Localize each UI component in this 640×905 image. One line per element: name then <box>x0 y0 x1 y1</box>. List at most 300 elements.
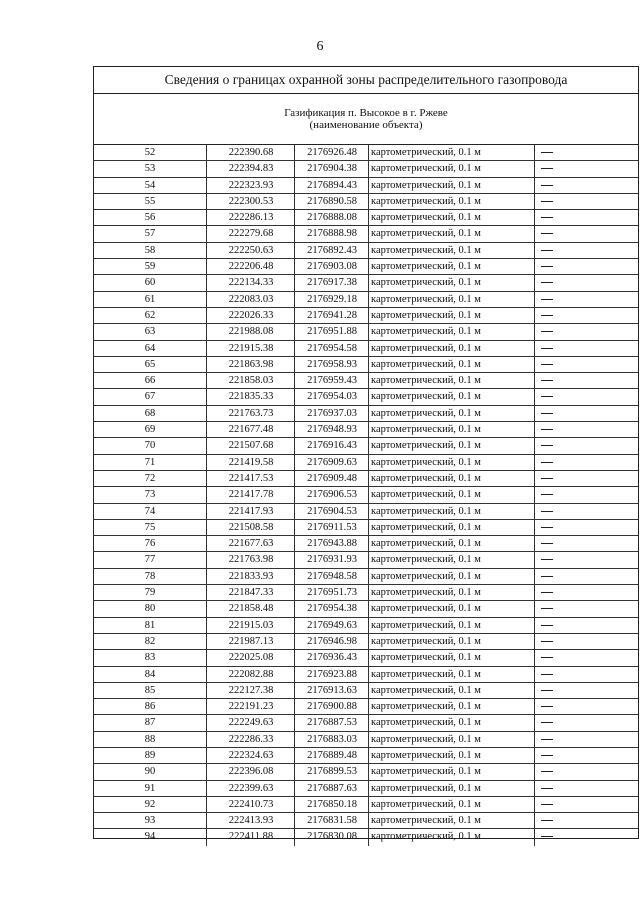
y-coordinate-cell: 2176909.48 <box>294 471 369 486</box>
dash-mark <box>541 543 553 544</box>
y-coordinate-cell: 2176889.48 <box>294 748 369 763</box>
point-number-cell: 75 <box>144 521 156 533</box>
method-cell: картометрический, 0.1 м <box>368 275 534 290</box>
y-coordinate-cell: 2176954.58 <box>294 341 369 356</box>
method-cell: картометрический, 0.1 м <box>368 210 534 225</box>
note-cell <box>534 406 639 421</box>
x-coordinate-cell: 222323.93 <box>206 178 295 193</box>
table-row <box>94 748 638 764</box>
table-row <box>94 618 638 634</box>
x-coordinate-cell: 222410.73 <box>206 797 295 812</box>
x-coordinate-cell: 222026.33 <box>206 308 295 323</box>
note-cell <box>534 748 639 763</box>
note-cell <box>534 715 639 730</box>
dash-mark <box>541 511 553 512</box>
y-coordinate-cell: 2176959.43 <box>294 373 369 388</box>
note-cell <box>534 569 639 584</box>
note-cell <box>534 683 639 698</box>
y-coordinate-cell: 2176830.08 <box>294 829 369 845</box>
dash-mark <box>541 739 553 740</box>
table-row <box>94 634 638 650</box>
dash-mark <box>541 299 553 300</box>
dash-mark <box>541 462 553 463</box>
y-coordinate-cell: 2176904.38 <box>294 161 369 176</box>
point-number-cell: 82 <box>144 635 156 647</box>
note-cell <box>534 438 639 453</box>
table-row <box>94 324 638 340</box>
table-row <box>94 341 638 357</box>
table-row <box>94 226 638 242</box>
y-coordinate-cell: 2176943.88 <box>294 536 369 551</box>
table-row <box>94 585 638 601</box>
point-number-cell: 63 <box>144 326 156 338</box>
x-coordinate-cell: 222286.13 <box>206 210 295 225</box>
table-row <box>94 715 638 731</box>
table-row <box>94 389 638 405</box>
y-coordinate-cell: 2176923.88 <box>294 667 369 682</box>
y-coordinate-cell: 2176887.63 <box>294 781 369 796</box>
x-coordinate-cell: 222127.38 <box>206 683 295 698</box>
dash-mark <box>541 755 553 756</box>
note-cell <box>534 797 639 812</box>
x-coordinate-cell: 222191.23 <box>206 699 295 714</box>
table-row <box>94 520 638 536</box>
dash-mark <box>541 185 553 186</box>
point-number-cell: 73 <box>144 489 156 501</box>
note-cell <box>534 210 639 225</box>
table-row <box>94 357 638 373</box>
note-cell <box>534 504 639 519</box>
point-number-cell: 92 <box>144 798 156 810</box>
dash-mark <box>541 592 553 593</box>
y-coordinate-cell: 2176888.98 <box>294 226 369 241</box>
dash-mark <box>541 168 553 169</box>
method-cell: картометрический, 0.1 м <box>368 308 534 323</box>
object-name: Газификация п. Высокое в г. Ржеве <box>284 107 448 119</box>
point-number-cell: 55 <box>144 195 156 207</box>
table-row <box>94 813 638 829</box>
note-cell <box>534 389 639 404</box>
x-coordinate-cell: 222413.93 <box>206 813 295 828</box>
note-cell <box>534 585 639 600</box>
document-table <box>93 66 639 843</box>
note-cell <box>534 292 639 307</box>
point-number-cell: 57 <box>144 228 156 240</box>
note-cell <box>534 699 639 714</box>
note-cell <box>534 422 639 437</box>
method-cell: картометрический, 0.1 м <box>368 243 534 258</box>
method-cell: картометрический, 0.1 м <box>368 764 534 779</box>
y-coordinate-cell: 2176900.88 <box>294 699 369 714</box>
y-coordinate-cell: 2176937.03 <box>294 406 369 421</box>
x-coordinate-cell: 221987.13 <box>206 634 295 649</box>
x-coordinate-cell: 221863.98 <box>206 357 295 372</box>
note-cell <box>534 275 639 290</box>
point-number-cell: 54 <box>144 179 156 191</box>
dash-mark <box>541 429 553 430</box>
dash-mark <box>541 201 553 202</box>
y-coordinate-cell: 2176954.03 <box>294 389 369 404</box>
y-coordinate-cell: 2176909.63 <box>294 455 369 470</box>
y-coordinate-cell: 2176941.28 <box>294 308 369 323</box>
x-coordinate-cell: 222324.63 <box>206 748 295 763</box>
x-coordinate-cell: 221417.78 <box>206 487 295 502</box>
y-coordinate-cell: 2176951.73 <box>294 585 369 600</box>
x-coordinate-cell: 222250.63 <box>206 243 295 258</box>
y-coordinate-cell: 2176883.03 <box>294 732 369 747</box>
method-cell: картометрический, 0.1 м <box>368 487 534 502</box>
table-row <box>94 243 638 259</box>
table-row <box>94 292 638 308</box>
dash-mark <box>541 576 553 577</box>
page-number: 6 <box>316 39 324 54</box>
note-cell <box>534 667 639 682</box>
point-number-cell: 69 <box>144 424 156 436</box>
point-number-cell: 85 <box>144 684 156 696</box>
y-coordinate-cell: 2176931.93 <box>294 552 369 567</box>
y-coordinate-cell: 2176911.53 <box>294 520 369 535</box>
y-coordinate-cell: 2176946.98 <box>294 634 369 649</box>
y-coordinate-cell: 2176831.58 <box>294 813 369 828</box>
y-coordinate-cell: 2176894.43 <box>294 178 369 193</box>
x-coordinate-cell: 221833.93 <box>206 569 295 584</box>
table-title: Сведения о границах охранной зоны распределительного газопровода <box>94 67 638 94</box>
table-row <box>94 145 638 161</box>
method-cell: картометрический, 0.1 м <box>368 471 534 486</box>
x-coordinate-cell: 222286.33 <box>206 732 295 747</box>
table-row <box>94 829 638 845</box>
point-number-cell: 79 <box>144 587 156 599</box>
dash-mark <box>541 152 553 153</box>
x-coordinate-cell: 221858.03 <box>206 373 295 388</box>
table-row <box>94 308 638 324</box>
point-number-cell: 94 <box>144 831 156 843</box>
table-row <box>94 536 638 552</box>
note-cell <box>534 781 639 796</box>
table-row <box>94 259 638 275</box>
point-number-cell: 59 <box>144 261 156 273</box>
y-coordinate-cell: 2176903.08 <box>294 259 369 274</box>
x-coordinate-cell: 222390.68 <box>206 145 295 160</box>
dash-mark <box>541 527 553 528</box>
y-coordinate-cell: 2176888.08 <box>294 210 369 225</box>
table-row <box>94 650 638 666</box>
note-cell <box>534 455 639 470</box>
point-number-cell: 71 <box>144 456 156 468</box>
y-coordinate-cell: 2176936.43 <box>294 650 369 665</box>
x-coordinate-cell: 221858.48 <box>206 601 295 616</box>
method-cell: картометрический, 0.1 м <box>368 178 534 193</box>
dash-mark <box>541 478 553 479</box>
x-coordinate-cell: 222249.63 <box>206 715 295 730</box>
point-number-cell: 68 <box>144 407 156 419</box>
method-cell: картометрический, 0.1 м <box>368 161 534 176</box>
x-coordinate-cell: 222300.53 <box>206 194 295 209</box>
table-row <box>94 455 638 471</box>
dash-mark <box>541 413 553 414</box>
table-row <box>94 373 638 389</box>
dash-mark <box>541 217 553 218</box>
table-row <box>94 781 638 797</box>
x-coordinate-cell: 221915.38 <box>206 341 295 356</box>
note-cell <box>534 487 639 502</box>
point-number-cell: 60 <box>144 277 156 289</box>
note-cell <box>534 357 639 372</box>
y-coordinate-cell: 2176892.43 <box>294 243 369 258</box>
point-number-cell: 77 <box>144 554 156 566</box>
dash-mark <box>541 657 553 658</box>
dash-mark <box>541 690 553 691</box>
dash-mark <box>541 836 553 837</box>
y-coordinate-cell: 2176890.58 <box>294 194 369 209</box>
note-cell <box>534 732 639 747</box>
y-coordinate-cell: 2176850.18 <box>294 797 369 812</box>
dash-mark <box>541 706 553 707</box>
dash-mark <box>541 348 553 349</box>
y-coordinate-cell: 2176949.63 <box>294 618 369 633</box>
note-cell <box>534 634 639 649</box>
method-cell: картометрический, 0.1 м <box>368 585 534 600</box>
note-cell <box>534 618 639 633</box>
method-cell: картометрический, 0.1 м <box>368 259 534 274</box>
method-cell: картометрический, 0.1 м <box>368 324 534 339</box>
note-cell <box>534 601 639 616</box>
x-coordinate-cell: 222082.88 <box>206 667 295 682</box>
dash-mark <box>541 445 553 446</box>
x-coordinate-cell: 221763.98 <box>206 552 295 567</box>
table-row <box>94 732 638 748</box>
method-cell: картометрический, 0.1 м <box>368 226 534 241</box>
point-number-cell: 62 <box>144 309 156 321</box>
x-coordinate-cell: 221417.53 <box>206 471 295 486</box>
note-cell <box>534 650 639 665</box>
note-cell <box>534 341 639 356</box>
dash-mark <box>541 559 553 560</box>
x-coordinate-cell: 221763.73 <box>206 406 295 421</box>
x-coordinate-cell: 222411.88 <box>206 829 295 845</box>
point-number-cell: 81 <box>144 619 156 631</box>
method-cell: картометрический, 0.1 м <box>368 406 534 421</box>
method-cell: картометрический, 0.1 м <box>368 797 534 812</box>
dash-mark <box>541 494 553 495</box>
point-number-cell: 87 <box>144 717 156 729</box>
note-cell <box>534 373 639 388</box>
x-coordinate-cell: 221915.03 <box>206 618 295 633</box>
table-row <box>94 161 638 177</box>
note-cell <box>534 194 639 209</box>
dash-mark <box>541 380 553 381</box>
table-row <box>94 406 638 422</box>
method-cell: картометрический, 0.1 м <box>368 194 534 209</box>
method-cell: картометрический, 0.1 м <box>368 520 534 535</box>
method-cell: картометрический, 0.1 м <box>368 813 534 828</box>
x-coordinate-cell: 221508.58 <box>206 520 295 535</box>
point-number-cell: 89 <box>144 749 156 761</box>
point-number-cell: 53 <box>144 163 156 175</box>
method-cell: картометрический, 0.1 м <box>368 601 534 616</box>
point-number-cell: 64 <box>144 342 156 354</box>
x-coordinate-cell: 221507.68 <box>206 438 295 453</box>
note-cell <box>534 324 639 339</box>
table-row <box>94 667 638 683</box>
method-cell: картометрический, 0.1 м <box>368 667 534 682</box>
point-number-cell: 66 <box>144 375 156 387</box>
point-number-cell: 72 <box>144 472 156 484</box>
dash-mark <box>541 266 553 267</box>
x-coordinate-cell: 222279.68 <box>206 226 295 241</box>
point-number-cell: 78 <box>144 570 156 582</box>
note-cell <box>534 813 639 828</box>
table-row <box>94 275 638 291</box>
method-cell: картометрический, 0.1 м <box>368 422 534 437</box>
x-coordinate-cell: 222399.63 <box>206 781 295 796</box>
dash-mark <box>541 282 553 283</box>
dash-mark <box>541 722 553 723</box>
note-cell <box>534 552 639 567</box>
x-coordinate-cell: 221677.48 <box>206 422 295 437</box>
note-cell <box>534 308 639 323</box>
coordinates-table-body <box>94 145 638 846</box>
point-number-cell: 74 <box>144 505 156 517</box>
method-cell: картометрический, 0.1 м <box>368 732 534 747</box>
method-cell: картометрический, 0.1 м <box>368 829 534 845</box>
x-coordinate-cell: 221847.33 <box>206 585 295 600</box>
x-coordinate-cell: 221677.63 <box>206 536 295 551</box>
point-number-cell: 52 <box>144 147 156 158</box>
note-cell <box>534 243 639 258</box>
dash-mark <box>541 315 553 316</box>
dash-mark <box>541 625 553 626</box>
dash-mark <box>541 788 553 789</box>
dash-mark <box>541 608 553 609</box>
point-number-cell: 70 <box>144 440 156 452</box>
point-number-cell: 61 <box>144 293 156 305</box>
point-number-cell: 90 <box>144 766 156 778</box>
note-cell <box>534 764 639 779</box>
method-cell: картометрический, 0.1 м <box>368 552 534 567</box>
method-cell: картометрический, 0.1 м <box>368 650 534 665</box>
x-coordinate-cell: 222083.03 <box>206 292 295 307</box>
x-coordinate-cell: 221419.58 <box>206 455 295 470</box>
y-coordinate-cell: 2176913.63 <box>294 683 369 698</box>
dash-mark <box>541 250 553 251</box>
note-cell <box>534 829 639 845</box>
method-cell: картометрический, 0.1 м <box>368 781 534 796</box>
method-cell: картометрический, 0.1 м <box>368 683 534 698</box>
method-cell: картометрический, 0.1 м <box>368 357 534 372</box>
point-number-cell: 83 <box>144 652 156 664</box>
y-coordinate-cell: 2176916.43 <box>294 438 369 453</box>
object-caption: (наименование объекта) <box>309 119 423 131</box>
x-coordinate-cell: 222396.08 <box>206 764 295 779</box>
y-coordinate-cell: 2176948.93 <box>294 422 369 437</box>
point-number-cell: 67 <box>144 391 156 403</box>
method-cell: картометрический, 0.1 м <box>368 569 534 584</box>
note-cell <box>534 471 639 486</box>
table-row <box>94 699 638 715</box>
x-coordinate-cell: 222394.83 <box>206 161 295 176</box>
x-coordinate-cell: 221835.33 <box>206 389 295 404</box>
y-coordinate-cell: 2176951.88 <box>294 324 369 339</box>
note-cell <box>534 520 639 535</box>
method-cell: картометрический, 0.1 м <box>368 373 534 388</box>
method-cell: картометрический, 0.1 м <box>368 292 534 307</box>
point-number-cell: 56 <box>144 212 156 224</box>
dash-mark <box>541 674 553 675</box>
dash-mark <box>541 804 553 805</box>
y-coordinate-cell: 2176958.93 <box>294 357 369 372</box>
table-row <box>94 487 638 503</box>
x-coordinate-cell: 221988.08 <box>206 324 295 339</box>
method-cell: картометрический, 0.1 м <box>368 341 534 356</box>
method-cell: картометрический, 0.1 м <box>368 634 534 649</box>
y-coordinate-cell: 2176948.58 <box>294 569 369 584</box>
method-cell: картометрический, 0.1 м <box>368 715 534 730</box>
point-number-cell: 91 <box>144 782 156 794</box>
point-number-cell: 76 <box>144 538 156 550</box>
y-coordinate-cell: 2176929.18 <box>294 292 369 307</box>
method-cell: картометрический, 0.1 м <box>368 145 534 160</box>
dash-mark <box>541 641 553 642</box>
point-number-cell: 58 <box>144 244 156 256</box>
x-coordinate-cell: 221417.93 <box>206 504 295 519</box>
note-cell <box>534 259 639 274</box>
x-coordinate-cell: 222134.33 <box>206 275 295 290</box>
dash-mark <box>541 233 553 234</box>
point-number-cell: 84 <box>144 668 156 680</box>
dash-mark <box>541 331 553 332</box>
method-cell: картометрический, 0.1 м <box>368 455 534 470</box>
y-coordinate-cell: 2176899.53 <box>294 764 369 779</box>
table-row <box>94 569 638 585</box>
note-cell <box>534 145 639 160</box>
note-cell <box>534 178 639 193</box>
x-coordinate-cell: 222025.08 <box>206 650 295 665</box>
dash-mark <box>541 396 553 397</box>
method-cell: картометрический, 0.1 м <box>368 618 534 633</box>
method-cell: картометрический, 0.1 м <box>368 504 534 519</box>
note-cell <box>534 226 639 241</box>
y-coordinate-cell: 2176887.53 <box>294 715 369 730</box>
y-coordinate-cell: 2176904.53 <box>294 504 369 519</box>
table-row <box>94 471 638 487</box>
table-row <box>94 552 638 568</box>
method-cell: картометрический, 0.1 м <box>368 536 534 551</box>
y-coordinate-cell: 2176917.38 <box>294 275 369 290</box>
table-row <box>94 210 638 226</box>
object-header <box>94 94 638 145</box>
note-cell <box>534 161 639 176</box>
table-row <box>94 683 638 699</box>
table-row <box>94 504 638 520</box>
table-row <box>94 764 638 780</box>
point-number-cell: 80 <box>144 603 156 615</box>
table-row <box>94 194 638 210</box>
dash-mark <box>541 364 553 365</box>
method-cell: картометрический, 0.1 м <box>368 438 534 453</box>
point-number-cell: 65 <box>144 358 156 370</box>
point-number-cell: 86 <box>144 701 156 713</box>
y-coordinate-cell: 2176926.48 <box>294 145 369 160</box>
y-coordinate-cell: 2176906.53 <box>294 487 369 502</box>
table-row <box>94 601 638 617</box>
note-cell <box>534 536 639 551</box>
point-number-cell: 93 <box>144 815 156 827</box>
table-row <box>94 422 638 438</box>
table-row <box>94 797 638 813</box>
dash-mark <box>541 771 553 772</box>
method-cell: картометрический, 0.1 м <box>368 389 534 404</box>
